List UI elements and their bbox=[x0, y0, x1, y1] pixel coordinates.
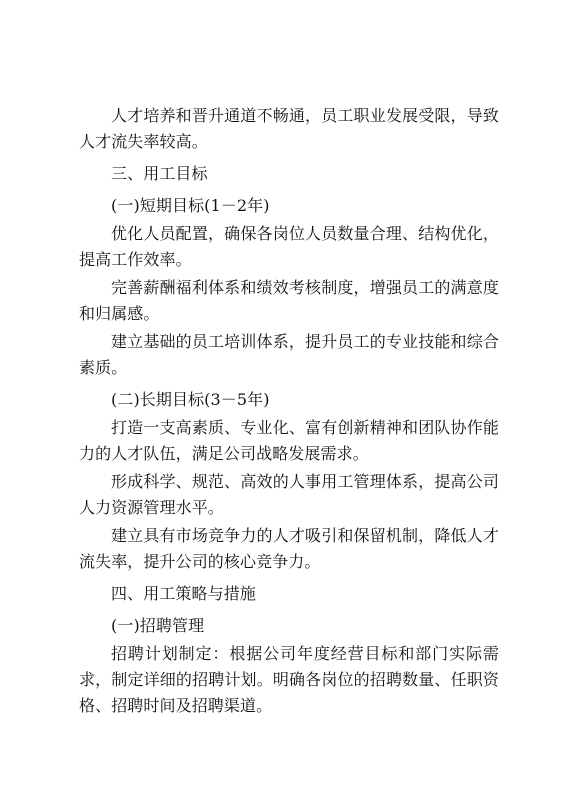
subheading-long-term-goals: (二)长期目标(3－5年) bbox=[111, 390, 270, 409]
section-heading-strategies: 四、用工策略与措施 bbox=[111, 584, 256, 603]
paragraph-optimize-staffing: 优化人员配置，确保各岗位人员数量合理、结构优化，提高工作效率。 bbox=[79, 224, 499, 269]
paragraph-recruitment-plan: 招聘计划制定：根据公司年度经营目标和部门实际需求，制定详细的招聘计划。明确各岗位的招聘数量、任职资格、招聘时间及招聘渠道。 bbox=[79, 644, 499, 715]
paragraph-improve-compensation: 完善薪酬福利体系和绩效考核制度，增强员工的满意度和归属感。 bbox=[79, 278, 499, 323]
section-heading-employment-goals: 三、用工目标 bbox=[111, 164, 208, 183]
paragraph-training-system: 建立基础的员工培训体系，提升员工的专业技能和综合素质。 bbox=[79, 332, 499, 377]
subheading-short-term-goals: (一)短期目标(1－2年) bbox=[111, 196, 270, 215]
document-body bbox=[79, 103, 499, 719]
paragraph-talent-channel: 人才培养和晋升通道不畅通，员工职业发展受限，导致人才流失率较高。 bbox=[79, 106, 499, 151]
paragraph-management-system: 形成科学、规范、高效的人事用工管理体系，提高公司人力资源管理水平。 bbox=[79, 472, 499, 517]
paragraph-talent-team: 打造一支高素质、专业化、富有创新精神和团队协作能力的人才队伍，满足公司战略发展需求。 bbox=[79, 418, 499, 463]
paragraph-retention-mechanism: 建立具有市场竞争力的人才吸引和保留机制，降低人才流失率，提升公司的核心竞争力。 bbox=[79, 526, 499, 571]
subheading-recruitment: (一)招聘管理 bbox=[111, 616, 205, 635]
